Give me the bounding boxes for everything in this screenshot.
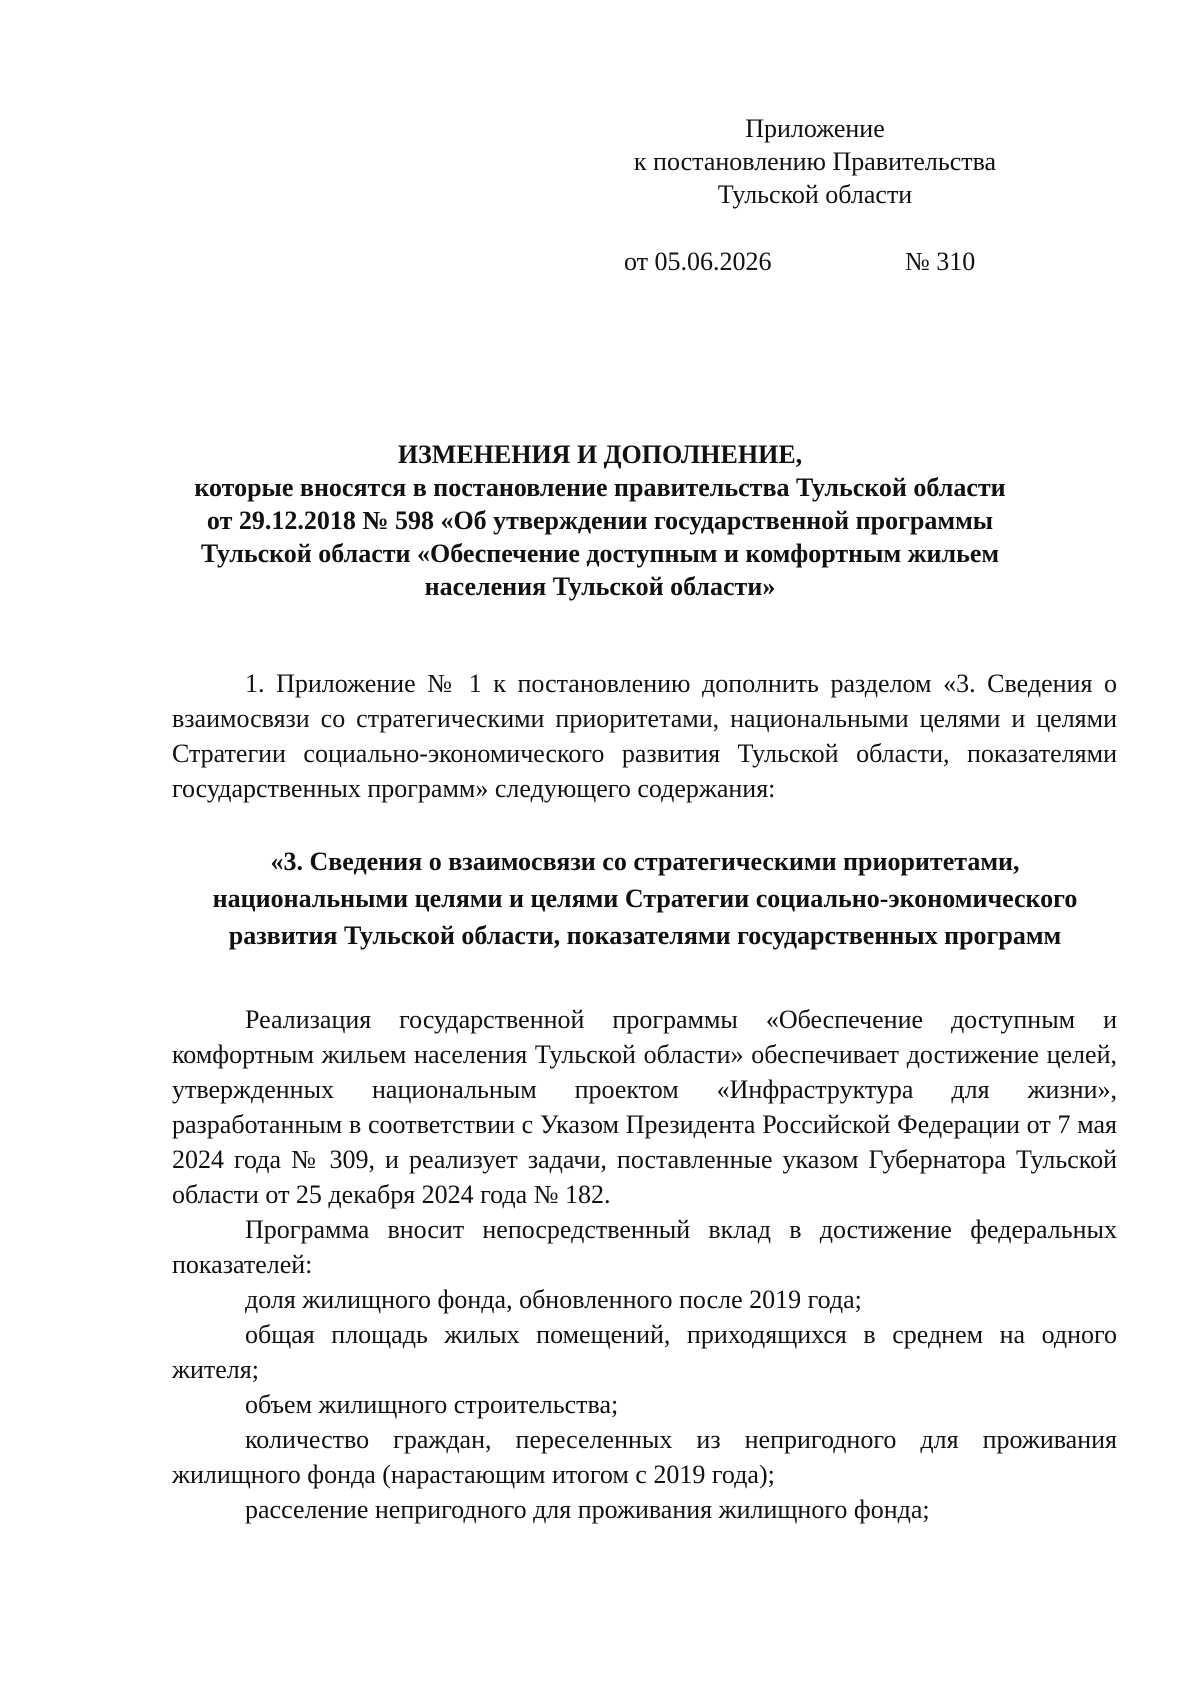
indicator-item-1: доля жилищного фонда, обновленного после 2019 года; <box>245 1285 862 1314</box>
section-heading-line-3: развития Тульской области, показателями государственных программ <box>228 921 1062 950</box>
approval-date: от 05.06.2026 <box>624 247 772 276</box>
approval-number: № 310 <box>905 247 976 276</box>
section-heading <box>150 843 1140 954</box>
approval-line-3: Тульской области <box>717 180 913 209</box>
section-heading-line-2: национальными целями и целями Стратегии социально-экономического <box>212 884 1078 913</box>
section-paragraph-1: Реализация государственной программы «Обеспечение доступным и комфортным жильем населения Тульской области» обеспечивает достижение целей, утвержденных национальным проектом «Инфраструктура для жизни», разработанным в соответствии с Указом Президента Российской Федерации от 7 мая 2024 года № 309, и реализует задачи, поставленные указом Губернатора Тульской области от 25 декабря 2024 года № 182. <box>172 1005 1117 1209</box>
indicator-item-2: общая площадь жилых помещений, приходящихся в среднем на одного жителя; <box>172 1320 1117 1384</box>
approval-date-row <box>624 245 1024 278</box>
section-heading-line-1: «3. Сведения о взаимосвязи со стратегическими приоритетами, <box>270 847 1020 876</box>
title-line-3: от 29.12.2018 № 598 «Об утверждении государственной программы <box>206 506 994 535</box>
approval-line-2: к постановлению Правительства <box>633 147 997 176</box>
approval-stamp <box>620 112 1010 211</box>
title-line-2: которые вносятся в постановление правительства Тульской области <box>194 473 1006 502</box>
title-line-4: Тульской области «Обеспечение доступным и комфортным жильем <box>200 539 1000 568</box>
indicator-item-4: количество граждан, переселенных из непригодного для проживания жилищного фонда (нарастающим итогом с 2019 года); <box>172 1425 1117 1489</box>
indicator-item-3: объем жилищного строительства; <box>245 1390 619 1419</box>
indicator-item-5: расселение непригодного для проживания жилищного фонда; <box>245 1495 930 1524</box>
section-text <box>172 1002 1117 1527</box>
approval-line-1: Приложение <box>745 114 885 143</box>
paragraph-1-block <box>172 666 1117 806</box>
paragraph-1: 1. Приложение № 1 к постановлению дополнить разделом «3. Сведения о взаимосвязи со стратегическими приоритетами, национальными целями и целями Стратегии социально-экономического развития Тульской области, показателями государственных программ» следующего содержания: <box>172 669 1117 803</box>
section-paragraph-2: Программа вносит непосредственный вклад в достижение федеральных показателей: <box>172 1215 1117 1279</box>
title-line-5: населения Тульской области» <box>424 572 776 601</box>
title-line-1: ИЗМЕНЕНИЯ И ДОПОЛНЕНИЕ, <box>397 440 803 469</box>
document-title <box>150 438 1050 603</box>
